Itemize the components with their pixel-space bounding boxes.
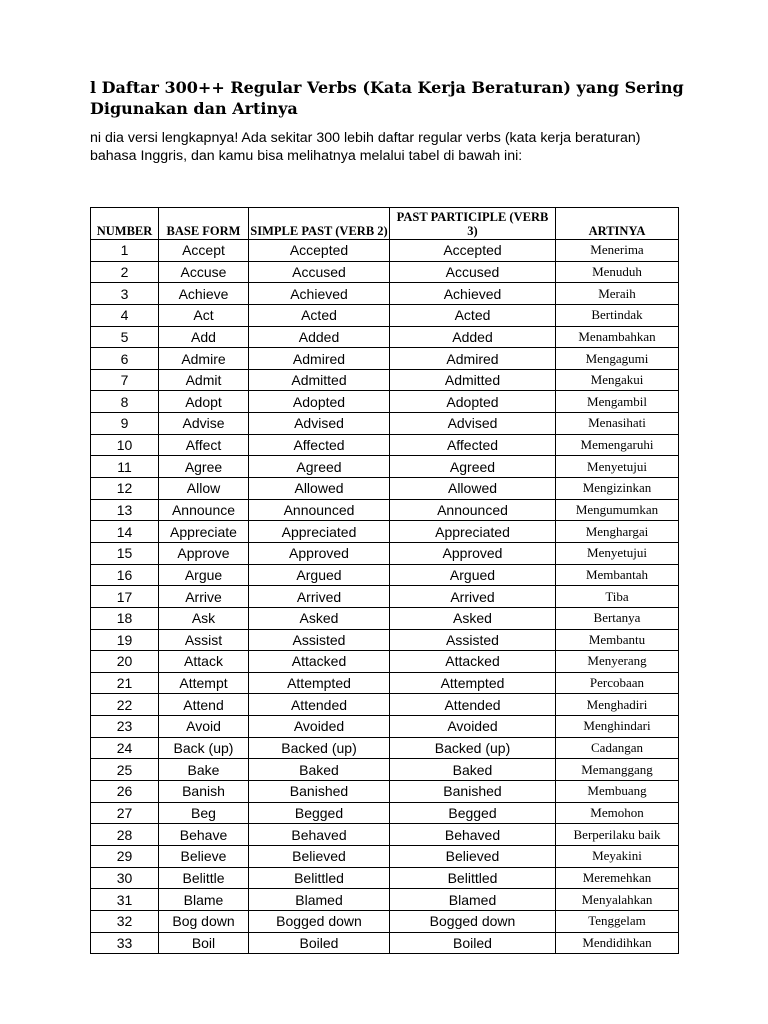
cell-simple-past: Begged bbox=[249, 802, 390, 824]
cell-past-participle: Banished bbox=[390, 781, 556, 803]
cell-artinya: Menasihati bbox=[556, 413, 679, 435]
cell-simple-past: Admitted bbox=[249, 369, 390, 391]
table-row bbox=[91, 499, 679, 521]
cell-past-participle: Avoided bbox=[390, 716, 556, 738]
cell-base-form: Bog down bbox=[159, 910, 249, 932]
table-row bbox=[91, 867, 679, 889]
table-row bbox=[91, 240, 679, 262]
cell-base-form: Achieve bbox=[159, 283, 249, 305]
table-row bbox=[91, 932, 679, 954]
cell-past-participle: Appreciated bbox=[390, 521, 556, 543]
cell-base-form: Advise bbox=[159, 413, 249, 435]
table-row bbox=[91, 413, 679, 435]
table-row bbox=[91, 369, 679, 391]
cell-artinya: Memanggang bbox=[556, 759, 679, 781]
cell-past-participle: Backed (up) bbox=[390, 737, 556, 759]
cell-past-participle: Bogged down bbox=[390, 910, 556, 932]
cell-simple-past: Agreed bbox=[249, 456, 390, 478]
cell-simple-past: Advised bbox=[249, 413, 390, 435]
table-body bbox=[91, 240, 679, 954]
cell-past-participle: Accused bbox=[390, 261, 556, 283]
cell-simple-past: Affected bbox=[249, 434, 390, 456]
cell-number: 31 bbox=[91, 889, 159, 911]
table-row bbox=[91, 564, 679, 586]
page-title: l Daftar 300++ Regular Verbs (Kata Kerja Beraturan) yang Sering Digunakan dan Artinya bbox=[90, 78, 684, 118]
cell-simple-past: Announced bbox=[249, 499, 390, 521]
cell-base-form: Bake bbox=[159, 759, 249, 781]
table-row bbox=[91, 326, 679, 348]
table-row bbox=[91, 781, 679, 803]
table-row bbox=[91, 694, 679, 716]
cell-base-form: Attack bbox=[159, 651, 249, 673]
header-base-form-label: BASE FORM bbox=[166, 224, 241, 238]
cell-artinya: Mengakui bbox=[556, 369, 679, 391]
cell-past-participle: Achieved bbox=[390, 283, 556, 305]
cell-base-form: Believe bbox=[159, 845, 249, 867]
cell-past-participle: Behaved bbox=[390, 824, 556, 846]
cell-past-participle: Attended bbox=[390, 694, 556, 716]
cell-number: 5 bbox=[91, 326, 159, 348]
cell-past-participle: Allowed bbox=[390, 478, 556, 500]
cell-simple-past: Acted bbox=[249, 304, 390, 326]
cell-past-participle: Argued bbox=[390, 564, 556, 586]
cell-number: 1 bbox=[91, 240, 159, 262]
table-row bbox=[91, 824, 679, 846]
cell-artinya: Mendidihkan bbox=[556, 932, 679, 954]
cell-past-participle: Arrived bbox=[390, 586, 556, 608]
cell-number: 28 bbox=[91, 824, 159, 846]
cell-artinya: Memengaruhi bbox=[556, 434, 679, 456]
cell-simple-past: Allowed bbox=[249, 478, 390, 500]
cell-past-participle: Agreed bbox=[390, 456, 556, 478]
table-row bbox=[91, 586, 679, 608]
cell-simple-past: Accepted bbox=[249, 240, 390, 262]
table-row bbox=[91, 759, 679, 781]
cell-base-form: Assist bbox=[159, 629, 249, 651]
cell-number: 14 bbox=[91, 521, 159, 543]
table-row bbox=[91, 261, 679, 283]
table-row bbox=[91, 283, 679, 305]
cell-past-participle: Blamed bbox=[390, 889, 556, 911]
regular-verbs-table bbox=[90, 207, 679, 954]
cell-number: 21 bbox=[91, 672, 159, 694]
cell-base-form: Banish bbox=[159, 781, 249, 803]
cell-simple-past: Asked bbox=[249, 607, 390, 629]
cell-artinya: Memohon bbox=[556, 802, 679, 824]
cell-artinya: Percobaan bbox=[556, 672, 679, 694]
table-row bbox=[91, 456, 679, 478]
cell-number: 30 bbox=[91, 867, 159, 889]
cell-number: 20 bbox=[91, 651, 159, 673]
cell-artinya: Berperilaku baik bbox=[556, 824, 679, 846]
cell-past-participle: Adopted bbox=[390, 391, 556, 413]
header-artinya bbox=[556, 208, 679, 240]
table-row bbox=[91, 910, 679, 932]
table-row bbox=[91, 651, 679, 673]
cell-past-participle: Added bbox=[390, 326, 556, 348]
cell-simple-past: Attempted bbox=[249, 672, 390, 694]
header-past-participle-label: PAST PARTICIPLE (VERB 3) bbox=[396, 210, 549, 238]
cell-base-form: Affect bbox=[159, 434, 249, 456]
cell-number: 29 bbox=[91, 845, 159, 867]
cell-past-participle: Accepted bbox=[390, 240, 556, 262]
cell-past-participle: Boiled bbox=[390, 932, 556, 954]
cell-past-participle: Attacked bbox=[390, 651, 556, 673]
cell-number: 10 bbox=[91, 434, 159, 456]
cell-number: 18 bbox=[91, 607, 159, 629]
cell-simple-past: Baked bbox=[249, 759, 390, 781]
cell-artinya: Membantah bbox=[556, 564, 679, 586]
cell-base-form: Attend bbox=[159, 694, 249, 716]
header-simple-past-label: SIMPLE PAST (VERB 2) bbox=[250, 224, 388, 238]
header-number-label: NUMBER bbox=[96, 224, 153, 238]
cell-simple-past: Behaved bbox=[249, 824, 390, 846]
cell-artinya: Mengizinkan bbox=[556, 478, 679, 500]
cell-artinya: Menuduh bbox=[556, 261, 679, 283]
cell-number: 24 bbox=[91, 737, 159, 759]
cell-base-form: Boil bbox=[159, 932, 249, 954]
cell-simple-past: Added bbox=[249, 326, 390, 348]
cell-simple-past: Assisted bbox=[249, 629, 390, 651]
table-header-row bbox=[91, 208, 679, 240]
cell-number: 27 bbox=[91, 802, 159, 824]
cell-simple-past: Argued bbox=[249, 564, 390, 586]
cell-artinya: Menyetujui bbox=[556, 456, 679, 478]
cell-past-participle: Attempted bbox=[390, 672, 556, 694]
cell-base-form: Argue bbox=[159, 564, 249, 586]
cell-number: 26 bbox=[91, 781, 159, 803]
cell-number: 6 bbox=[91, 348, 159, 370]
table-row bbox=[91, 672, 679, 694]
table-row bbox=[91, 304, 679, 326]
cell-simple-past: Blamed bbox=[249, 889, 390, 911]
cell-base-form: Back (up) bbox=[159, 737, 249, 759]
cell-simple-past: Admired bbox=[249, 348, 390, 370]
cell-simple-past: Banished bbox=[249, 781, 390, 803]
cell-base-form: Admit bbox=[159, 369, 249, 391]
cell-artinya: Menyerang bbox=[556, 651, 679, 673]
header-artinya-label: ARTINYA bbox=[588, 224, 646, 238]
cell-artinya: Bertanya bbox=[556, 607, 679, 629]
cell-simple-past: Believed bbox=[249, 845, 390, 867]
cell-number: 7 bbox=[91, 369, 159, 391]
cell-simple-past: Achieved bbox=[249, 283, 390, 305]
cell-number: 23 bbox=[91, 716, 159, 738]
cell-past-participle: Affected bbox=[390, 434, 556, 456]
cell-past-participle: Approved bbox=[390, 542, 556, 564]
table-row bbox=[91, 521, 679, 543]
cell-base-form: Avoid bbox=[159, 716, 249, 738]
header-number bbox=[91, 208, 159, 240]
cell-simple-past: Accused bbox=[249, 261, 390, 283]
table-row bbox=[91, 348, 679, 370]
cell-simple-past: Belittled bbox=[249, 867, 390, 889]
cell-artinya: Tiba bbox=[556, 586, 679, 608]
cell-number: 25 bbox=[91, 759, 159, 781]
cell-number: 9 bbox=[91, 413, 159, 435]
cell-number: 17 bbox=[91, 586, 159, 608]
cell-artinya: Mengagumi bbox=[556, 348, 679, 370]
cell-simple-past: Approved bbox=[249, 542, 390, 564]
cell-artinya: Membantu bbox=[556, 629, 679, 651]
cell-simple-past: Boiled bbox=[249, 932, 390, 954]
table-row bbox=[91, 716, 679, 738]
table-row bbox=[91, 607, 679, 629]
header-base-form bbox=[159, 208, 249, 240]
cell-past-participle: Believed bbox=[390, 845, 556, 867]
cell-simple-past: Arrived bbox=[249, 586, 390, 608]
cell-past-participle: Admitted bbox=[390, 369, 556, 391]
cell-base-form: Accuse bbox=[159, 261, 249, 283]
cell-artinya: Menghargai bbox=[556, 521, 679, 543]
cell-number: 12 bbox=[91, 478, 159, 500]
cell-artinya: Meyakini bbox=[556, 845, 679, 867]
cell-past-participle: Announced bbox=[390, 499, 556, 521]
cell-base-form: Adopt bbox=[159, 391, 249, 413]
cell-artinya: Meremehkan bbox=[556, 867, 679, 889]
intro-paragraph: ni dia versi lengkapnya! Ada sekitar 300 lebih daftar regular verbs (kata kerja beraturan) bahasa Inggris, dan kamu bisa melihatnya melalui tabel di bawah ini: bbox=[90, 130, 641, 164]
cell-number: 16 bbox=[91, 564, 159, 586]
cell-simple-past: Adopted bbox=[249, 391, 390, 413]
table-row bbox=[91, 629, 679, 651]
cell-number: 2 bbox=[91, 261, 159, 283]
cell-base-form: Act bbox=[159, 304, 249, 326]
cell-artinya: Menerima bbox=[556, 240, 679, 262]
cell-base-form: Announce bbox=[159, 499, 249, 521]
cell-artinya: Bertindak bbox=[556, 304, 679, 326]
cell-simple-past: Bogged down bbox=[249, 910, 390, 932]
cell-base-form: Behave bbox=[159, 824, 249, 846]
cell-number: 11 bbox=[91, 456, 159, 478]
cell-past-participle: Asked bbox=[390, 607, 556, 629]
header-past-participle bbox=[390, 208, 556, 240]
cell-artinya: Mengumumkan bbox=[556, 499, 679, 521]
cell-simple-past: Backed (up) bbox=[249, 737, 390, 759]
cell-number: 15 bbox=[91, 542, 159, 564]
cell-artinya: Menyetujui bbox=[556, 542, 679, 564]
cell-base-form: Appreciate bbox=[159, 521, 249, 543]
cell-past-participle: Baked bbox=[390, 759, 556, 781]
cell-number: 33 bbox=[91, 932, 159, 954]
cell-simple-past: Attended bbox=[249, 694, 390, 716]
cell-base-form: Ask bbox=[159, 607, 249, 629]
cell-number: 3 bbox=[91, 283, 159, 305]
cell-past-participle: Acted bbox=[390, 304, 556, 326]
cell-base-form: Blame bbox=[159, 889, 249, 911]
cell-artinya: Meraih bbox=[556, 283, 679, 305]
cell-base-form: Admire bbox=[159, 348, 249, 370]
cell-base-form: Approve bbox=[159, 542, 249, 564]
cell-base-form: Allow bbox=[159, 478, 249, 500]
table-row bbox=[91, 802, 679, 824]
table-row bbox=[91, 434, 679, 456]
cell-simple-past: Appreciated bbox=[249, 521, 390, 543]
cell-base-form: Attempt bbox=[159, 672, 249, 694]
cell-past-participle: Belittled bbox=[390, 867, 556, 889]
cell-artinya: Menambahkan bbox=[556, 326, 679, 348]
table-row bbox=[91, 737, 679, 759]
table-row bbox=[91, 542, 679, 564]
cell-base-form: Add bbox=[159, 326, 249, 348]
cell-artinya: Menghadiri bbox=[556, 694, 679, 716]
cell-past-participle: Admired bbox=[390, 348, 556, 370]
cell-past-participle: Assisted bbox=[390, 629, 556, 651]
cell-artinya: Membuang bbox=[556, 781, 679, 803]
cell-number: 13 bbox=[91, 499, 159, 521]
table-row bbox=[91, 391, 679, 413]
cell-number: 22 bbox=[91, 694, 159, 716]
cell-number: 19 bbox=[91, 629, 159, 651]
cell-simple-past: Attacked bbox=[249, 651, 390, 673]
cell-past-participle: Advised bbox=[390, 413, 556, 435]
cell-artinya: Mengambil bbox=[556, 391, 679, 413]
cell-artinya: Tenggelam bbox=[556, 910, 679, 932]
cell-number: 32 bbox=[91, 910, 159, 932]
cell-number: 8 bbox=[91, 391, 159, 413]
cell-base-form: Agree bbox=[159, 456, 249, 478]
table-row bbox=[91, 478, 679, 500]
cell-base-form: Belittle bbox=[159, 867, 249, 889]
cell-artinya: Cadangan bbox=[556, 737, 679, 759]
cell-past-participle: Begged bbox=[390, 802, 556, 824]
table-row bbox=[91, 845, 679, 867]
cell-number: 4 bbox=[91, 304, 159, 326]
header-simple-past bbox=[249, 208, 390, 240]
cell-artinya: Menyalahkan bbox=[556, 889, 679, 911]
table-row bbox=[91, 889, 679, 911]
cell-base-form: Beg bbox=[159, 802, 249, 824]
cell-artinya: Menghindari bbox=[556, 716, 679, 738]
cell-base-form: Accept bbox=[159, 240, 249, 262]
cell-simple-past: Avoided bbox=[249, 716, 390, 738]
cell-base-form: Arrive bbox=[159, 586, 249, 608]
